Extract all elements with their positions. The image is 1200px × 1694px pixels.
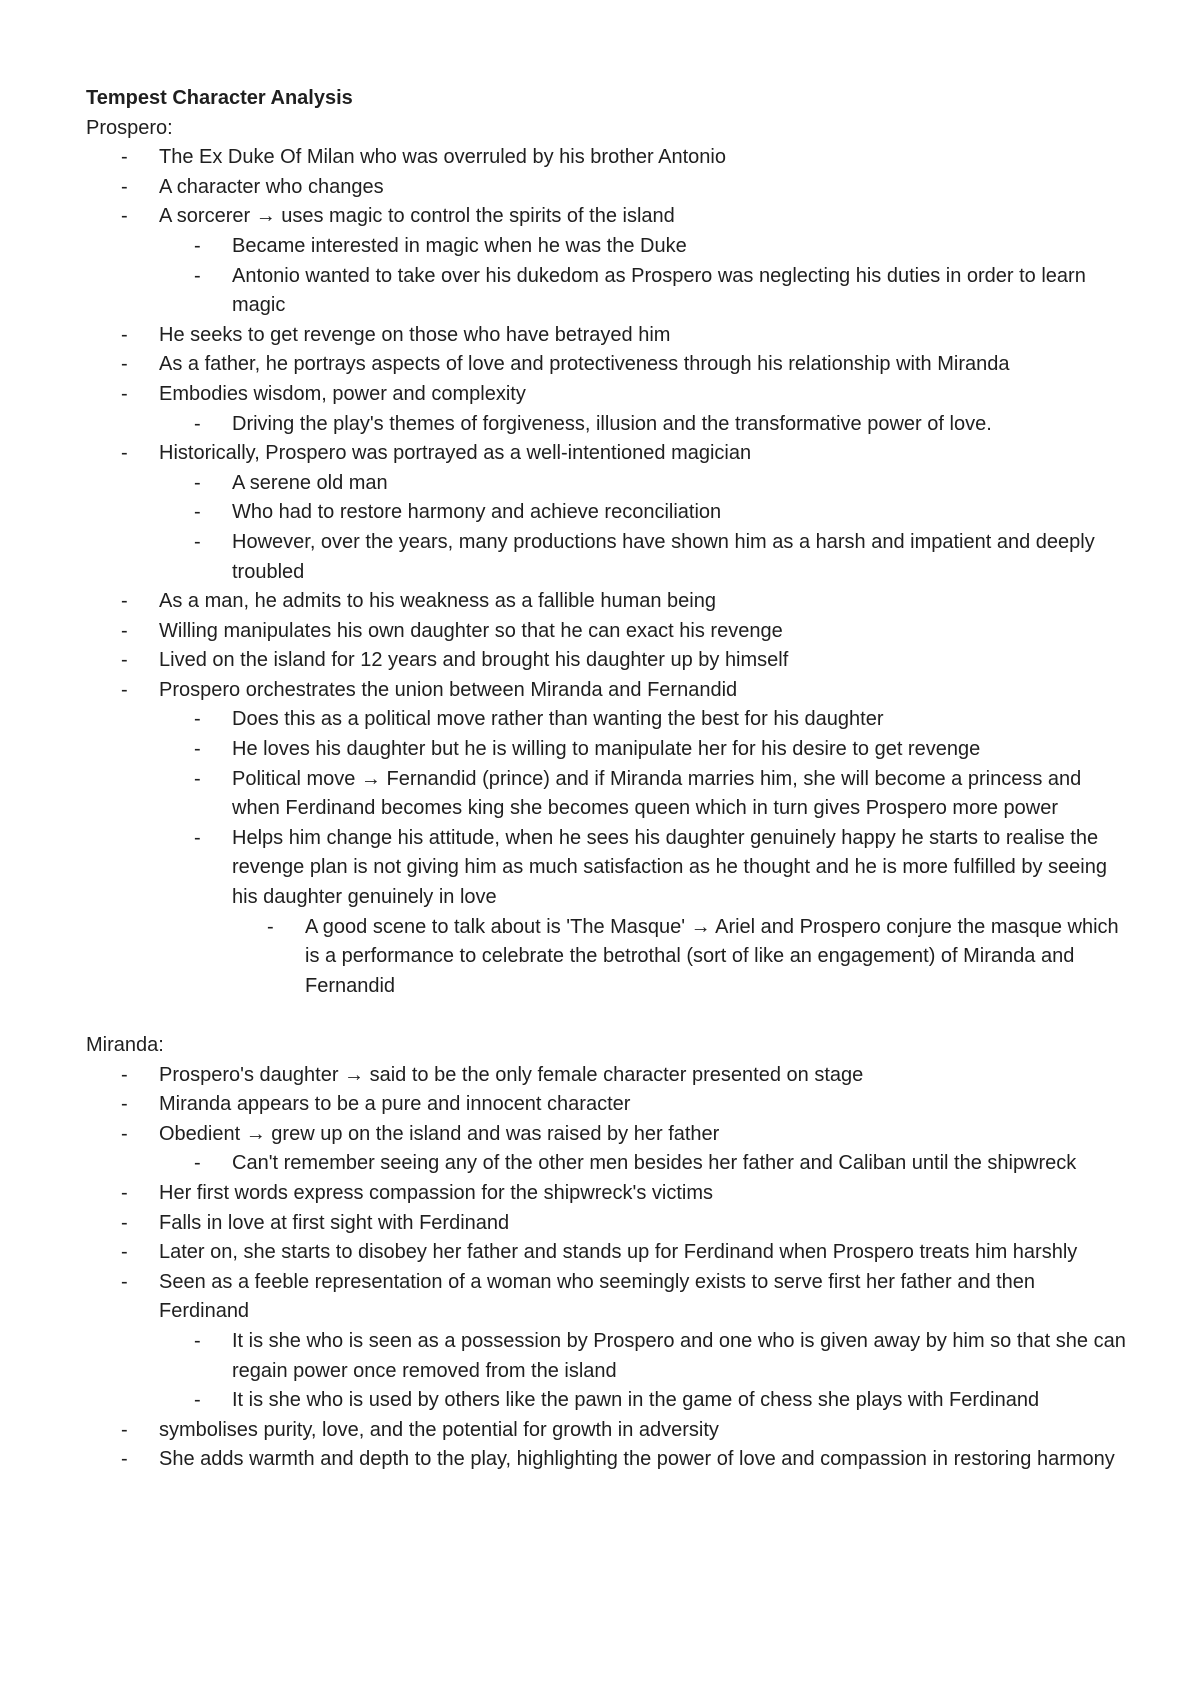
document-title: Tempest Character Analysis (86, 87, 353, 109)
bullet-text: - Seen as a feeble representation of a woman who seemingly exists to serve first her father and then Ferdinand (159, 1270, 1036, 1323)
bullet-item (232, 410, 1126, 440)
document-sections (86, 114, 1126, 1475)
bullet-item (159, 202, 1126, 320)
bullet-text: - However, over the years, many productions have shown him as a harsh and impatient and deeply troubled (232, 530, 1095, 583)
bullet-list-level-3 (232, 913, 1126, 1002)
section (86, 114, 1126, 1002)
bullet-item (232, 528, 1126, 587)
bullet-item (232, 824, 1126, 1002)
bullet-text: - A good scene to talk about is 'The Masque' → Ariel and Prospero conjure the masque which is a performance to celebrate the betrothal (sort of like an engagement) of Miranda and Fernandid (305, 915, 1119, 997)
bullet-text: - Historically, Prospero was portrayed as a well-intentioned magician (159, 442, 752, 465)
bullet-item (159, 1268, 1126, 1416)
bullet-list-level-2 (159, 705, 1126, 1001)
bullet-text: - Her first words express compassion for the shipwreck's victims (159, 1181, 713, 1204)
bullet-item (159, 350, 1126, 380)
bullet-list-level-1 (86, 143, 1126, 1001)
bullet-text: - It is she who is seen as a possession by Prospero and one who is given away by him so that she can regain power once removed from the island (232, 1329, 1126, 1382)
bullet-item (159, 617, 1126, 647)
bullet-item (159, 1061, 1126, 1091)
bullet-text: - The Ex Duke Of Milan who was overruled by his brother Antonio (159, 146, 726, 169)
document-body (86, 84, 1126, 1475)
bullet-item (159, 1416, 1126, 1446)
bullet-text: - He loves his daughter but he is willing to manipulate her for his desire to get revenge (232, 738, 981, 761)
bullet-text: - symbolises purity, love, and the potential for growth in adversity (159, 1418, 719, 1441)
bullet-text: - Prospero's daughter → said to be the only female character presented on stage (159, 1063, 864, 1086)
bullet-item (159, 1179, 1126, 1209)
bullet-list-level-1 (86, 1061, 1126, 1475)
bullet-item (232, 705, 1126, 735)
bullet-item (232, 765, 1126, 824)
bullet-text: - Later on, she starts to disobey her father and stands up for Ferdinand when Prospero treats him harshly (159, 1241, 1078, 1264)
bullet-list-level-2 (159, 469, 1126, 587)
bullet-item (159, 1445, 1126, 1475)
bullet-text: - A character who changes (159, 175, 384, 198)
bullet-text: - A sorcerer → uses magic to control the spirits of the island (159, 205, 675, 228)
bullet-item (232, 735, 1126, 765)
section-heading: Miranda: (86, 1034, 164, 1056)
bullet-text: - Willing manipulates his own daughter so that he can exact his revenge (159, 619, 783, 642)
bullet-text: - Can't remember seeing any of the other men besides her father and Caliban until the shipwreck (232, 1152, 1077, 1175)
bullet-list-level-2 (159, 1149, 1126, 1179)
bullet-text: - Lived on the island for 12 years and brought his daughter up by himself (159, 649, 789, 672)
bullet-text: - Antonio wanted to take over his dukedom as Prospero was neglecting his duties in order to learn magic (232, 264, 1086, 317)
bullet-item (232, 498, 1126, 528)
bullet-item (232, 1149, 1126, 1179)
bullet-item (159, 143, 1126, 173)
bullet-item (159, 1120, 1126, 1179)
bullet-list-level-2 (159, 410, 1126, 440)
bullet-item (159, 1090, 1126, 1120)
bullet-item (159, 1238, 1126, 1268)
section-spacer (86, 1001, 1126, 1031)
bullet-text: - Does this as a political move rather than wanting the best for his daughter (232, 708, 884, 731)
bullet-item (159, 321, 1126, 351)
bullet-text: - Who had to restore harmony and achieve reconciliation (232, 501, 722, 524)
bullet-text: - Driving the play's themes of forgiveness, illusion and the transformative power of love. (232, 412, 992, 435)
bullet-list-level-2 (159, 1327, 1126, 1416)
bullet-text: - Falls in love at first sight with Ferdinand (159, 1211, 510, 1234)
bullet-item (159, 676, 1126, 1002)
bullet-text: - Obedient → grew up on the island and was raised by her father (159, 1122, 720, 1145)
bullet-item (159, 646, 1126, 676)
section-heading: Prospero: (86, 116, 173, 139)
bullet-item (232, 232, 1126, 262)
bullet-text: - Became interested in magic when he was the Duke (232, 234, 687, 257)
bullet-text: - Helps him change his attitude, when he sees his daughter genuinely happy he starts to realise the revenge plan is not giving him as much satisfaction as he thought and he is more fulfilled by seeing his daughter genuinely in love (232, 826, 1107, 909)
bullet-text: - Miranda appears to be a pure and innocent character (159, 1093, 631, 1116)
bullet-item (159, 173, 1126, 203)
section (86, 1031, 1126, 1475)
bullet-text: - He seeks to get revenge on those who have betrayed him (159, 323, 671, 346)
bullet-text: - Political move → Fernandid (prince) and if Miranda marries him, she will become a princess and when Ferdinand becomes king she becomes queen which in turn gives Prospero more power (232, 767, 1082, 820)
bullet-item (159, 587, 1126, 617)
bullet-item (232, 1386, 1126, 1416)
bullet-list-level-2 (159, 232, 1126, 321)
bullet-text: - She adds warmth and depth to the play, highlighting the power of love and compassion in restoring harmony (159, 1448, 1115, 1471)
bullet-text: - Embodies wisdom, power and complexity (159, 382, 526, 405)
bullet-item (232, 1327, 1126, 1386)
bullet-item (232, 262, 1126, 321)
bullet-item (232, 469, 1126, 499)
bullet-text: - As a man, he admits to his weakness as a fallible human being (159, 590, 716, 613)
bullet-item (159, 1209, 1126, 1239)
bullet-text: - A serene old man (232, 471, 388, 494)
bullet-text: - It is she who is used by others like the pawn in the game of chess she plays with Ferdinand (232, 1389, 1040, 1412)
bullet-item (159, 439, 1126, 587)
bullet-text: - Prospero orchestrates the union between Miranda and Fernandid (159, 678, 738, 701)
bullet-item (159, 380, 1126, 439)
bullet-item (305, 913, 1126, 1002)
bullet-text: - As a father, he portrays aspects of love and protectiveness through his relationship with Miranda (159, 353, 1010, 376)
